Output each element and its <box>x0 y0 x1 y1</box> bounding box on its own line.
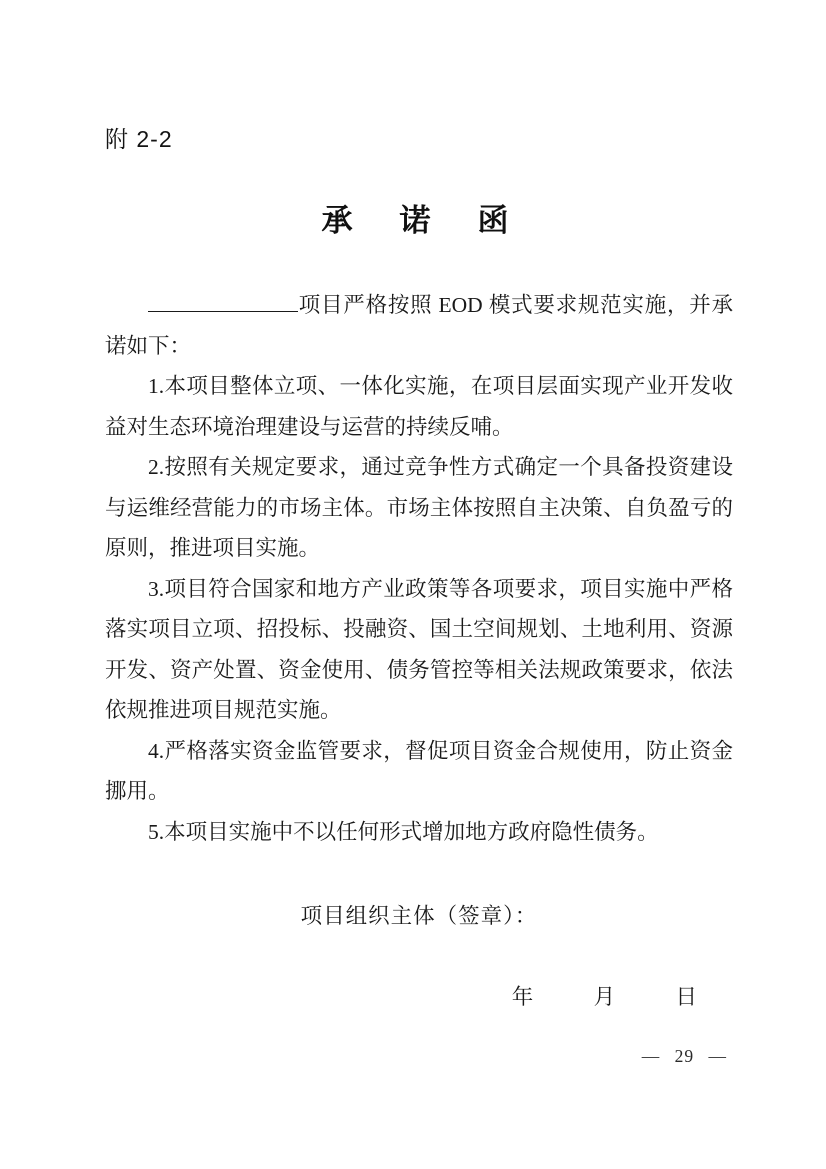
intro-paragraph <box>105 285 733 366</box>
date-day-label: 日 <box>675 984 697 1009</box>
page-number <box>642 1046 727 1067</box>
page-number-value: 29 <box>674 1046 695 1066</box>
clause-paragraph-1: 1.本项目整体立项、一体化实施，在项目层面实现产业开发收益对生态环境治理建设与运营的持续反哺。 <box>105 374 733 439</box>
clause-paragraph-5: 5.本项目实施中不以任何形式增加地方政府隐性债务。 <box>148 819 659 844</box>
document-title: 承 诺 函 <box>321 203 517 239</box>
intro-text: 项目严格按照 EOD 模式要求规范实施，并承诺如下： <box>105 293 733 358</box>
date-year-label: 年 <box>511 984 534 1009</box>
page-number-dash-right: — <box>708 1046 727 1066</box>
clause-paragraph-2: 2.按照有关规定要求，通过竞争性方式确定一个具备投资建设与运维经营能力的市场主体。市场主体按照自主决策、自负盈亏的原则，推进项目实施。 <box>105 455 733 561</box>
date-month-label: 月 <box>593 984 616 1009</box>
attachment-label: 附 2-2 <box>105 126 173 152</box>
date-line <box>105 977 733 1018</box>
signature-label: 项目组织主体（签章）： <box>300 904 538 929</box>
blank-underline-field <box>148 310 298 312</box>
document-body <box>105 285 733 1017</box>
clause-paragraph-3: 3.项目符合国家和地方产业政策等各项要求，项目实施中严格落实项目立项、招投标、投融资、国土空间规划、土地利用、资源开发、资产处置、资金使用、债务管控等相关法规政策要求，依法依规推进项目规范实施。 <box>105 576 733 723</box>
page-number-dash-left: — <box>641 1046 661 1066</box>
clause-paragraph-4: 4.严格落实资金监管要求，督促项目资金合规使用，防止资金挪用。 <box>105 738 733 804</box>
